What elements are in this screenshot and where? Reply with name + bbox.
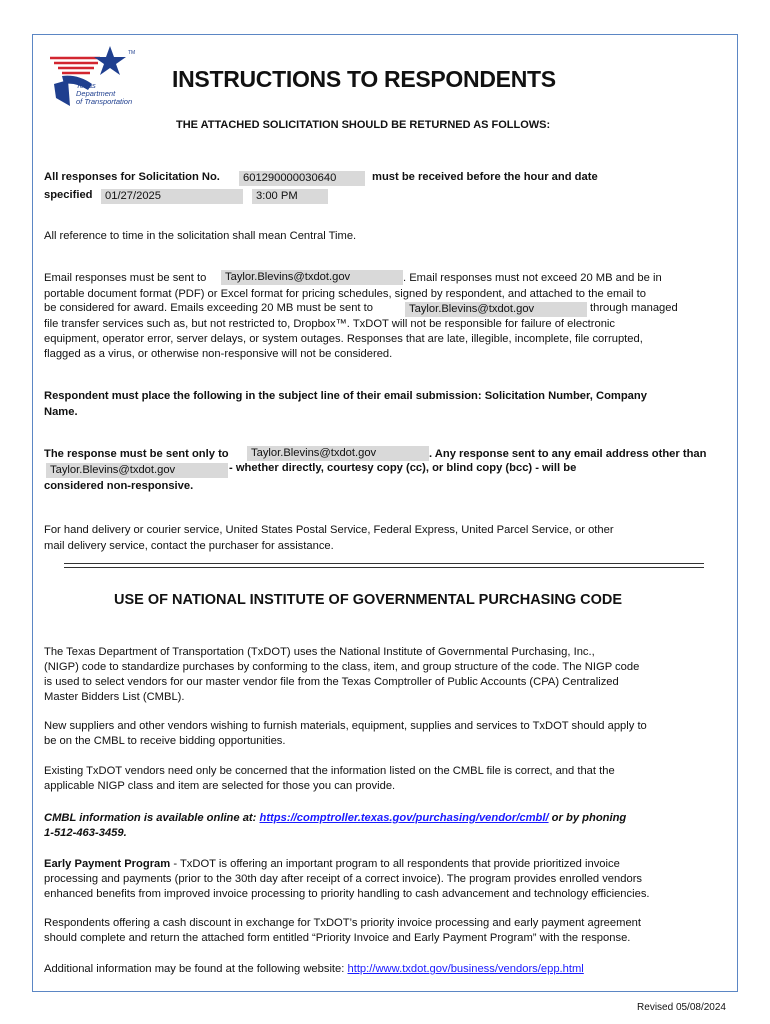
central-time-note: All reference to time in the solicitation shall mean Central Time.	[44, 230, 357, 242]
sent-only-post2: - whether directly, courtesy copy (cc), or blind copy (bcc) - will be	[229, 462, 577, 474]
early-payment-label: Early Payment Program	[44, 858, 171, 870]
early-payment-line2: processing and payments (prior to the 30th day after receipt of a correct invoice). The program provides enrolled vendors	[44, 873, 643, 885]
responses-must-text: must be received before the hour and date	[372, 171, 598, 183]
additional-pre: Additional information may be found at the following website:	[44, 963, 348, 975]
sent-only-email-2[interactable]: Taylor.Blevins@txdot.gov	[46, 463, 228, 478]
email-para-line3-post: through managed	[590, 302, 678, 314]
logo-text-line1: Texas	[76, 81, 96, 90]
nigp-p1-line3: is used to select vendors for our master vendor file from the Texas Comptroller of Public Accounts (CPA) Centralized	[44, 676, 619, 688]
early-payment-line3: enhanced benefits from improved invoice processing to priority handling to cash advancement and technology efficiencies.	[44, 888, 650, 900]
cmbl-phone: 1-512-463-3459.	[44, 827, 127, 839]
discount-line2: should complete and return the attached form entitled “Priority Invoice and Early Payment Program” with the response.	[44, 932, 631, 944]
email-para-line5: equipment, operator error, server delays, or system outages. Responses that are late, illegible, incomplete, file corrupted,	[44, 333, 643, 345]
subject-line-2: Name.	[44, 406, 78, 418]
sent-only-pre: The response must be sent only to	[44, 448, 229, 460]
nigp-p1-line4: Master Bidders List (CMBL).	[44, 691, 185, 703]
due-date-field[interactable]: 01/27/2025	[101, 189, 243, 204]
email-para-pre: Email responses must be sent to	[44, 272, 207, 284]
early-payment-text1: - TxDOT is offering an important program to all respondents that provide prioritized invoice	[170, 858, 620, 870]
section-divider	[64, 563, 704, 568]
epp-link[interactable]: http://www.txdot.gov/business/vendors/epp.html	[347, 963, 584, 975]
responses-label: All responses for Solicitation No.	[44, 171, 220, 183]
email-para-line2: portable document format (PDF) or Excel format for pricing schedules, signed by respondent, and attached to the email to	[44, 288, 646, 300]
cmbl-pre: CMBL information is available online at:	[44, 812, 260, 824]
nigp-p2-line1: New suppliers and other vendors wishing to furnish materials, equipment, supplies and services to TxDOT should apply to	[44, 720, 647, 732]
logo-text-line2: Department	[76, 89, 116, 98]
subject-line-1: Respondent must place the following in the subject line of their email submission: Solicitation Number, Company	[44, 390, 647, 402]
solicitation-number-field[interactable]: 601290000030640	[239, 171, 365, 186]
nigp-p3-line2: applicable NIGP class and item are selected for those you can provide.	[44, 780, 396, 792]
email-para-line3-pre: be considered for award. Emails exceeding 20 MB must be sent to	[44, 302, 373, 314]
email-field-2[interactable]: Taylor.Blevins@txdot.gov	[405, 302, 587, 317]
email-para-line6: flagged as a virus, or otherwise non-responsive will not be considered.	[44, 348, 393, 360]
nigp-p3-line1: Existing TxDOT vendors need only be concerned that the information listed on the CMBL file is correct, and that the	[44, 765, 615, 777]
cmbl-line1	[44, 811, 734, 826]
email-field-1[interactable]: Taylor.Blevins@txdot.gov	[221, 270, 403, 285]
cmbl-link[interactable]: https://comptroller.texas.gov/purchasing/vendor/cmbl/	[259, 812, 549, 824]
sent-only-email-1[interactable]: Taylor.Blevins@txdot.gov	[247, 446, 429, 461]
svg-text:TM: TM	[128, 50, 136, 56]
hand-delivery-line1: For hand delivery or courier service, United States Postal Service, Federal Express, United Parcel Service, or other	[44, 524, 614, 536]
specified-label: specified	[44, 189, 93, 201]
email-para-line4: file transfer services such as, but not restricted to, Dropbox™. TxDOT will not be responsible for failure of electronic	[44, 318, 616, 330]
sent-only-line3: considered non-responsive.	[44, 480, 194, 492]
txdot-logo	[48, 44, 136, 108]
discount-line1: Respondents offering a cash discount in exchange for TxDOT’s priority invoice processing and early payment agreement	[44, 917, 641, 929]
additional-info	[44, 962, 734, 977]
nigp-p1-line2: (NIGP) code to standardize purchases by conforming to the class, item, and group structure of the code. The NIGP code	[44, 661, 640, 673]
page-title: INSTRUCTIONS TO RESPONDENTS	[172, 66, 556, 92]
hand-delivery-line2: mail delivery service, contact the purchaser for assistance.	[44, 540, 334, 552]
page-subtitle: THE ATTACHED SOLICITATION SHOULD BE RETURNED AS FOLLOWS:	[176, 119, 551, 131]
email-para-post1: . Email responses must not exceed 20 MB and be in	[403, 272, 662, 284]
sent-only-post1: . Any response sent to any email address other than	[429, 448, 707, 460]
cmbl-post: or by phoning	[548, 812, 627, 824]
due-time-field[interactable]: 3:00 PM	[252, 189, 328, 204]
nigp-p1-line1: The Texas Department of Transportation (TxDOT) uses the National Institute of Governmental Purchasing, Inc.,	[44, 646, 595, 658]
early-payment-line1	[44, 857, 734, 872]
nigp-heading: USE OF NATIONAL INSTITUTE OF GOVERNMENTAL PURCHASING CODE	[114, 592, 623, 608]
logo-text-line3: of Transportation	[76, 97, 133, 106]
nigp-p2-line2: be on the CMBL to receive bidding opportunities.	[44, 735, 286, 747]
revised-date: Revised 05/08/2024	[637, 1002, 726, 1013]
